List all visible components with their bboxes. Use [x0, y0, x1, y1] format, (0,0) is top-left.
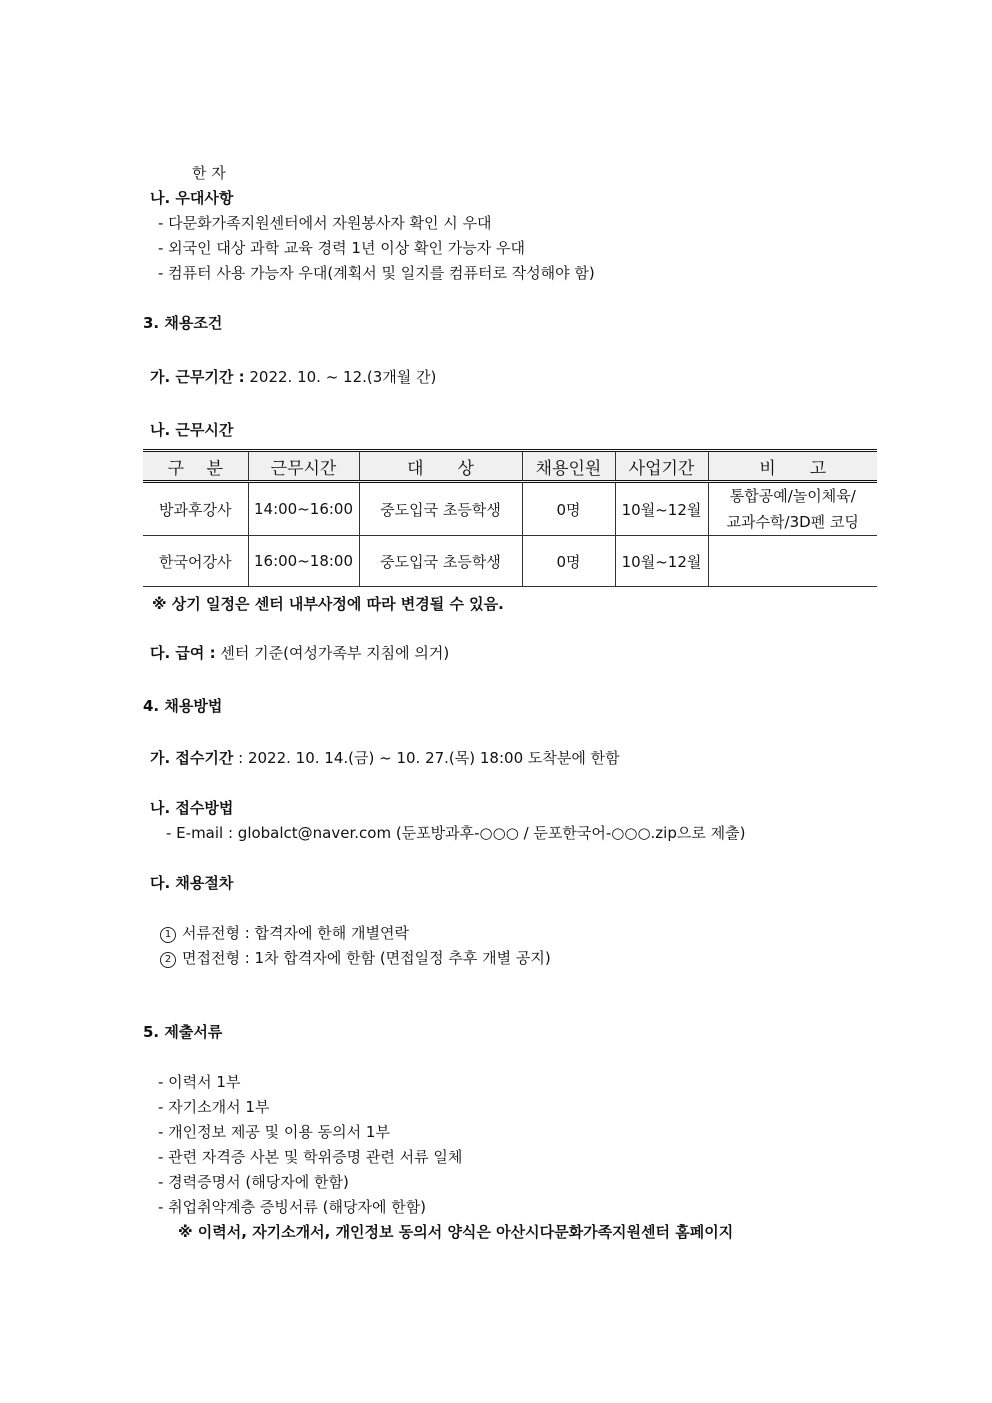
document-item: - 취업취약계층 증빙서류 (해당자에 한함) — [158, 1198, 427, 1216]
cell-note-line: 통합공예/놀이체육/ — [729, 487, 856, 505]
carry-over-text: 한 자 — [192, 164, 226, 182]
receipt-period — [150, 748, 620, 768]
procedure-step — [160, 948, 551, 968]
work-period — [150, 367, 436, 387]
table-note: ※ 상기 일정은 센터 내부사정에 따라 변경될 수 있음. — [152, 595, 504, 613]
table-row — [143, 536, 877, 587]
col-header-period: 사업기간 — [615, 451, 708, 482]
cell-hours: 14:00~16:00 — [248, 482, 359, 536]
step-text: 서류전형 : 합격자에 한해 개별연락 — [182, 924, 409, 942]
col-header-hours: 근무시간 — [248, 451, 359, 482]
preference-heading: 나. 우대사항 — [150, 189, 234, 207]
forms-note: ※ 이력서, 자기소개서, 개인정보 동의서 양식은 아산시다문화가족지원센터 홈페이지 — [178, 1223, 734, 1241]
work-period-label: 가. 근무기간 : — [150, 368, 245, 386]
work-period-value: 2022. 10. ~ 12.(3개월 간) — [244, 368, 437, 386]
procedure-heading: 다. 채용절차 — [150, 874, 234, 892]
cell-note — [708, 482, 877, 536]
step-number-circle: 2 — [160, 952, 176, 968]
document-item: - 경력증명서 (해당자에 한함) — [158, 1173, 349, 1191]
col-header-count: 채용인원 — [522, 451, 615, 482]
section4-heading: 4. 채용방법 — [143, 697, 223, 715]
section5-heading: 5. 제출서류 — [143, 1023, 223, 1041]
work-hours-heading: 나. 근무시간 — [150, 421, 234, 439]
document-item: - 이력서 1부 — [158, 1073, 241, 1091]
cell-period: 10월~12월 — [615, 482, 708, 536]
col-header-division: 구 분 — [143, 451, 248, 482]
salary-label: 다. 급여 : — [150, 644, 216, 662]
preference-item: - 다문화가족지원센터에서 자원봉사자 확인 시 우대 — [158, 214, 492, 232]
salary-value: 센터 기준(여성가족부 지침에 의거) — [215, 644, 450, 662]
preference-item: - 외국인 대상 과학 교육 경력 1년 이상 확인 가능자 우대 — [158, 239, 525, 257]
salary — [150, 643, 449, 663]
col-header-target: 대 상 — [359, 451, 522, 482]
step-number-circle: 1 — [160, 927, 176, 943]
cell-division: 방과후강사 — [143, 482, 248, 536]
preference-item: - 컴퓨터 사용 가능자 우대(계획서 및 일지를 컴퓨터로 작성해야 함) — [158, 264, 595, 282]
col-header-note: 비 고 — [708, 451, 877, 482]
table-header-row — [143, 451, 877, 482]
table-row — [143, 482, 877, 536]
cell-note-line: 교과수학/3D펜 코딩 — [726, 513, 859, 531]
cell-period: 10월~12월 — [615, 536, 708, 587]
cell-note — [708, 536, 877, 587]
cell-count: 0명 — [522, 536, 615, 587]
step-text: 면접전형 : 1차 합격자에 한함 (면접일정 추후 개별 공지) — [182, 949, 551, 967]
schedule-table — [143, 449, 877, 587]
section3-heading: 3. 채용조건 — [143, 314, 223, 332]
document-item: - 관련 자격증 사본 및 학위증명 관련 서류 일체 — [158, 1148, 463, 1166]
cell-target: 중도입국 초등학생 — [359, 482, 522, 536]
cell-hours: 16:00~18:00 — [248, 536, 359, 587]
receipt-method-email: - E-mail : globalct@naver.com (둔포방과후-○○○ / 둔포한국어-○○○.zip으로 제출) — [166, 824, 746, 842]
cell-count: 0명 — [522, 482, 615, 536]
receipt-period-label: 가. 접수기간 — [150, 749, 234, 767]
receipt-period-value: : 2022. 10. 14.(금) ~ 10. 27.(목) 18:00 도착분에 한함 — [233, 749, 620, 767]
cell-division: 한국어강사 — [143, 536, 248, 587]
procedure-step — [160, 923, 409, 943]
cell-target: 중도입국 초등학생 — [359, 536, 522, 587]
document-item: - 자기소개서 1부 — [158, 1098, 270, 1116]
document-item: - 개인정보 제공 및 이용 동의서 1부 — [158, 1123, 390, 1141]
receipt-method-heading: 나. 접수방법 — [150, 799, 234, 817]
